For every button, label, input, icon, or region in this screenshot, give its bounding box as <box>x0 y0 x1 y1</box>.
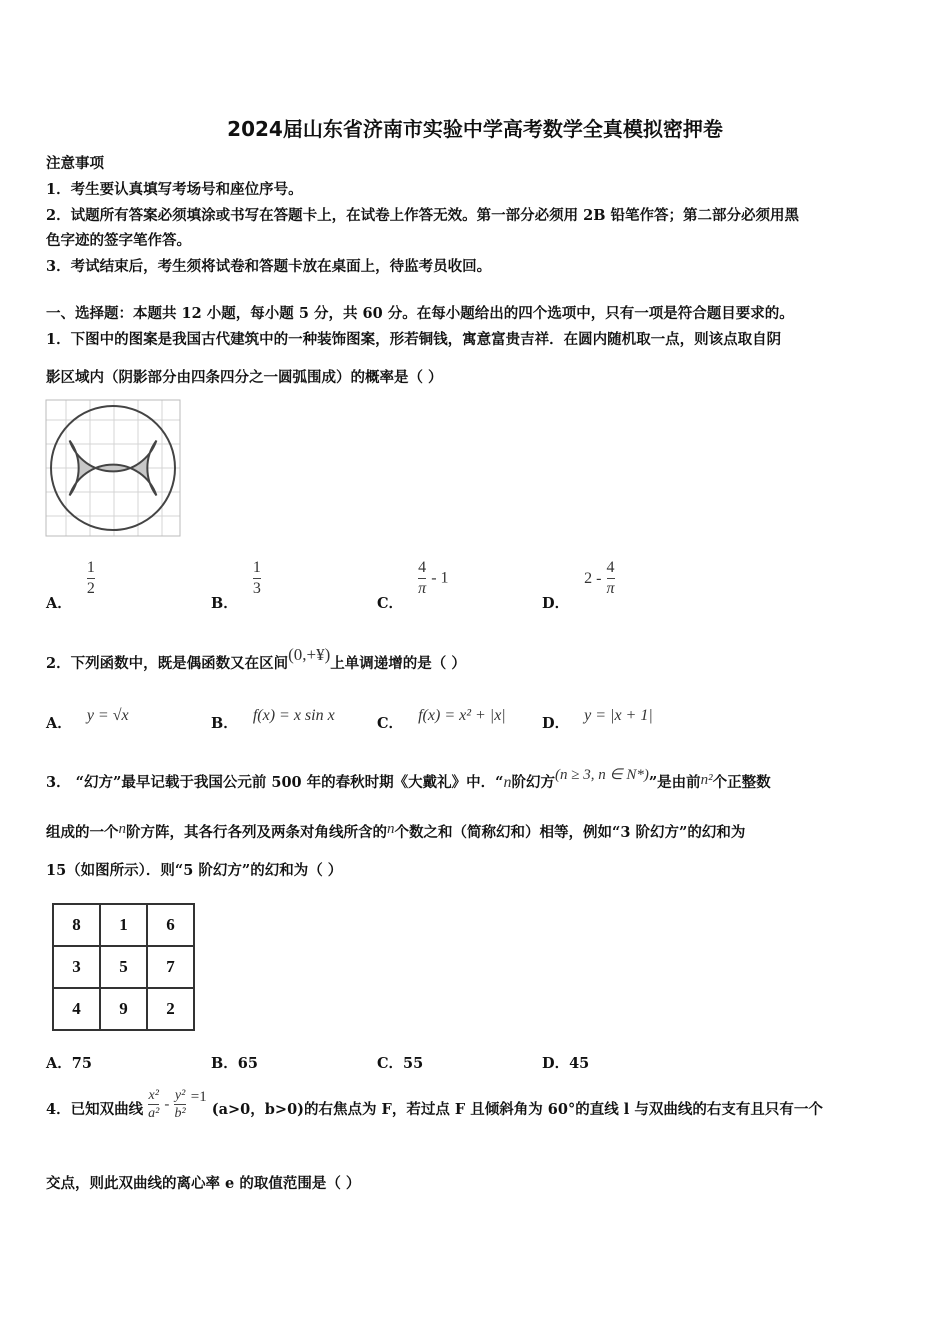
notice-item-2-cont: 色字迹的签字笔作答。 <box>46 232 191 249</box>
magic-square-cell: 5 <box>100 946 147 988</box>
q1-option-d[interactable]: D． 2 - $\frac{4}{\pi}$ <box>542 559 615 612</box>
q4-line2: 交点，则此双曲线的离心率 e 的取值范围是（ ） <box>46 1175 361 1192</box>
q1-option-a[interactable]: A． $\frac{1}{2}$ <box>46 559 95 612</box>
notice-item-1: 1．考生要认真填写考场号和座位序号。 <box>46 181 303 198</box>
magic-square-cell: 6 <box>147 904 194 946</box>
magic-square-cell: 2 <box>147 988 194 1030</box>
q2-option-c[interactable]: C． f(x) = x² + |x| <box>377 707 506 732</box>
q1-line2: 影区域内（阴影部分由四条四分之一圆弧围成）的概率是（ ） <box>46 369 443 386</box>
magic-square-cell: 8 <box>53 904 100 946</box>
q1-option-c[interactable]: C． $\frac{4}{\pi}$ - 1 <box>377 559 449 612</box>
q2-option-b[interactable]: B． f(x) = x sin x <box>211 707 335 732</box>
coin-pattern-figure <box>44 398 182 538</box>
q3-line2: 组成的一个n阶方阵，其各行各列及两条对角线所含的n个数之和（简称幻和）相等，例如“3 阶幻方”的幻和为 <box>46 821 746 841</box>
magic-square <box>52 903 195 1031</box>
q3-option-a[interactable]: A．75 <box>46 1055 92 1072</box>
q3-option-b[interactable]: B．65 <box>211 1055 258 1072</box>
q1-line1: 1．下图中的图案是我国古代建筑中的一种装饰图案，形若铜钱，寓意富贵吉祥．在圆内随机取一点，则该点取自阴 <box>46 331 782 348</box>
section-heading: 一、选择题：本题共 12 小题，每小题 5 分，共 60 分。在每小题给出的四个选项中，只有一项是符合题目要求的。 <box>46 305 794 322</box>
q2-stem: 2．下列函数中，既是偶函数又在区间(0,+¥)上单调递增的是（ ） <box>46 645 466 672</box>
notice-item-2: 2．试题所有答案必须填涂或书写在答题卡上，在试卷上作答无效。第一部分必须用 2B 铅笔作答；第二部分必须用黑 <box>46 207 800 224</box>
q3-option-d[interactable]: D．45 <box>542 1055 590 1072</box>
q3-line3: 15（如图所示）．则“5 阶幻方”的幻和为（ ） <box>46 862 343 879</box>
q1-option-b[interactable]: B． $\frac{1}{3}$ <box>211 559 261 612</box>
notice-item-3: 3．考试结束后，考生须将试卷和答题卡放在桌面上，待监考员收回。 <box>46 258 492 275</box>
q2-option-d[interactable]: D． y = |x + 1| <box>542 707 653 732</box>
notice-heading: 注意事项 <box>46 155 104 172</box>
magic-square-cell: 4 <box>53 988 100 1030</box>
q3-line1: 3． “幻方”最早记载于我国公元前 500 年的春秋时期《大戴礼》中．“n阶幻方(n ≥ 3, n ∈ N*)”是由前n²个正整数 <box>46 767 771 791</box>
magic-square-cell: 1 <box>100 904 147 946</box>
magic-square-cell: 7 <box>147 946 194 988</box>
page-title: 2024届山东省济南市实验中学高考数学全真模拟密押卷 <box>227 117 723 141</box>
q4-line1: 4．已知双曲线 $\frac{\text{x²}}{\text{a²}}$ - $\frac{\text{y²}}{\text{b²}}$ =1 (a>0，b>0)的右焦点为 F，若过点 F 且倾斜角为 60°的直线 l 与双曲线的右支有且只有一个 <box>46 1088 823 1121</box>
q2-option-a[interactable]: A． y = √x <box>46 707 129 732</box>
q3-option-c[interactable]: C．55 <box>377 1055 424 1072</box>
magic-square-cell: 9 <box>100 988 147 1030</box>
magic-square-cell: 3 <box>53 946 100 988</box>
